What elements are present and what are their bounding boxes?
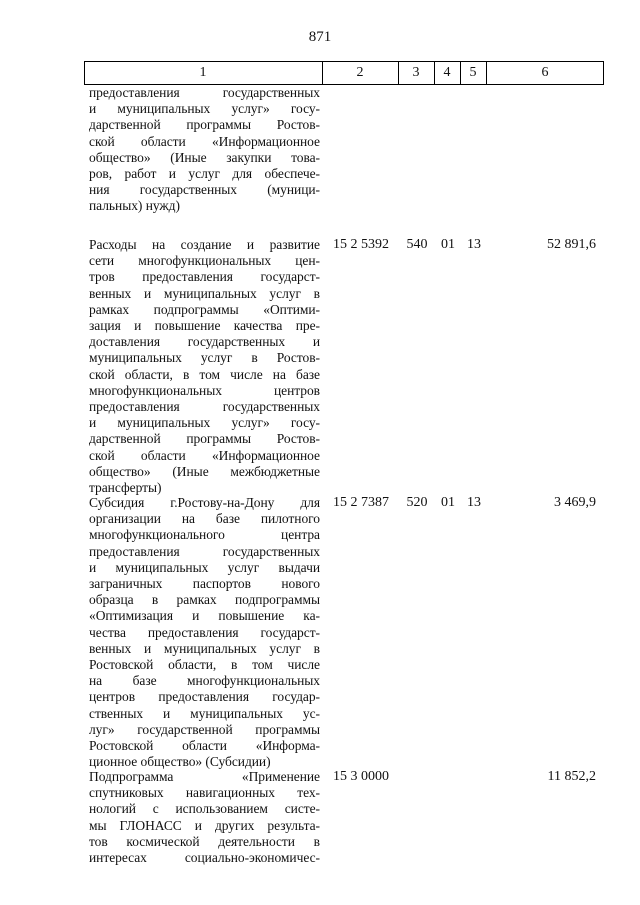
description-line: и муниципальных услуг» госу- <box>89 415 320 431</box>
description-line: муниципальных услуг в Ростов- <box>89 350 320 366</box>
description-line: дарственной программы Ростов- <box>89 117 320 133</box>
description-line: венных и муниципальных услуг в <box>89 640 320 656</box>
description-line: предоставления государственных <box>89 399 320 415</box>
target-code: 15 3 0000 <box>333 769 389 784</box>
description-line: чества предоставления государст- <box>89 624 320 640</box>
description-line: дарственной программы Ростов- <box>89 431 320 447</box>
description-line: Ростовской области, в том числе <box>89 657 320 673</box>
description-line: образца в рамках подпрограммы <box>89 592 320 608</box>
description-line: рамках подпрограммы «Оптими- <box>89 301 320 317</box>
budget-table <box>84 61 604 866</box>
description-line: Расходы на создание и развитие <box>89 237 320 252</box>
description-line: на базе многофункциональных <box>89 673 320 689</box>
description-line: Подпрограмма «Применение <box>89 769 320 784</box>
description-line: зация и повышение качества пре- <box>89 318 320 334</box>
description-line: и муниципальных услуг выдачи <box>89 559 320 575</box>
description-line: пальных) нужд) <box>89 198 180 214</box>
row-description <box>89 769 320 866</box>
header-col-3: 3 <box>412 65 420 80</box>
description-line: сети многофункциональных цен- <box>89 253 320 269</box>
description-line: доставления государственных и <box>89 334 320 350</box>
amount: 52 891,6 <box>547 237 596 252</box>
description-line: луг» государственной программы <box>89 721 320 737</box>
subsection-code: 13 <box>467 495 481 510</box>
description-line: «Оптимизация и повышение ка- <box>89 608 320 624</box>
target-code: 15 2 5392 <box>333 237 389 252</box>
section-code: 01 <box>441 495 455 510</box>
description-line: ской области «Информационное <box>89 133 320 149</box>
description-line: общество» (Иные закупки това- <box>89 149 320 165</box>
section-code: 01 <box>441 237 455 252</box>
header-col-4: 4 <box>443 65 451 80</box>
target-code: 15 2 7387 <box>333 495 389 510</box>
description-line: интересах социально-экономичес- <box>89 850 320 866</box>
header-col-2: 2 <box>356 65 364 80</box>
description-line: тров предоставления государст- <box>89 269 320 285</box>
description-line: и муниципальных услуг» госу- <box>89 101 320 117</box>
page-number: 871 <box>308 29 332 45</box>
description-line: ния государственных (муници- <box>89 182 320 198</box>
expense-type: 520 <box>406 495 428 510</box>
amount: 11 852,2 <box>547 769 596 784</box>
description-line: ционное общество» (Субсидии) <box>89 754 271 770</box>
row-description <box>89 495 320 770</box>
description-line: венных и муниципальных услуг в <box>89 285 320 301</box>
description-line: общество» (Иные межбюджетные <box>89 463 320 479</box>
description-line: Субсидия г.Ростову-на-Дону для <box>89 495 320 510</box>
description-line: многофункционального центра <box>89 527 320 543</box>
description-line: спутниковых навигационных тех- <box>89 785 320 801</box>
description-line: многофункциональных центров <box>89 382 320 398</box>
description-line: ской области «Информационное <box>89 447 320 463</box>
row-description <box>89 85 320 215</box>
amount: 3 469,9 <box>554 495 596 510</box>
description-line: заграничных паспортов нового <box>89 576 320 592</box>
description-line: Ростовской области «Информа- <box>89 738 320 754</box>
expense-type: 540 <box>406 237 428 252</box>
table-header-row <box>84 61 604 85</box>
description-line: организации на базе пилотного <box>89 511 320 527</box>
description-line: ской области, в том числе на базе <box>89 366 320 382</box>
header-col-5: 5 <box>469 65 477 80</box>
description-line: мы ГЛОНАСС и других результа- <box>89 817 320 833</box>
description-line: предоставления государственных <box>89 543 320 559</box>
header-col-6: 6 <box>541 65 549 80</box>
description-line: трансферты) <box>89 480 162 496</box>
description-line: нологий с использованием систе- <box>89 801 320 817</box>
header-col-1: 1 <box>199 65 207 80</box>
row-description <box>89 237 320 496</box>
description-line: тов космической деятельности в <box>89 833 320 849</box>
description-line: ров, работ и услуг для обеспече- <box>89 166 320 182</box>
description-line: центров предоставления государ- <box>89 689 320 705</box>
description-line: ственных и муниципальных ус- <box>89 705 320 721</box>
subsection-code: 13 <box>467 237 481 252</box>
description-line: предоставления государственных <box>89 85 320 100</box>
